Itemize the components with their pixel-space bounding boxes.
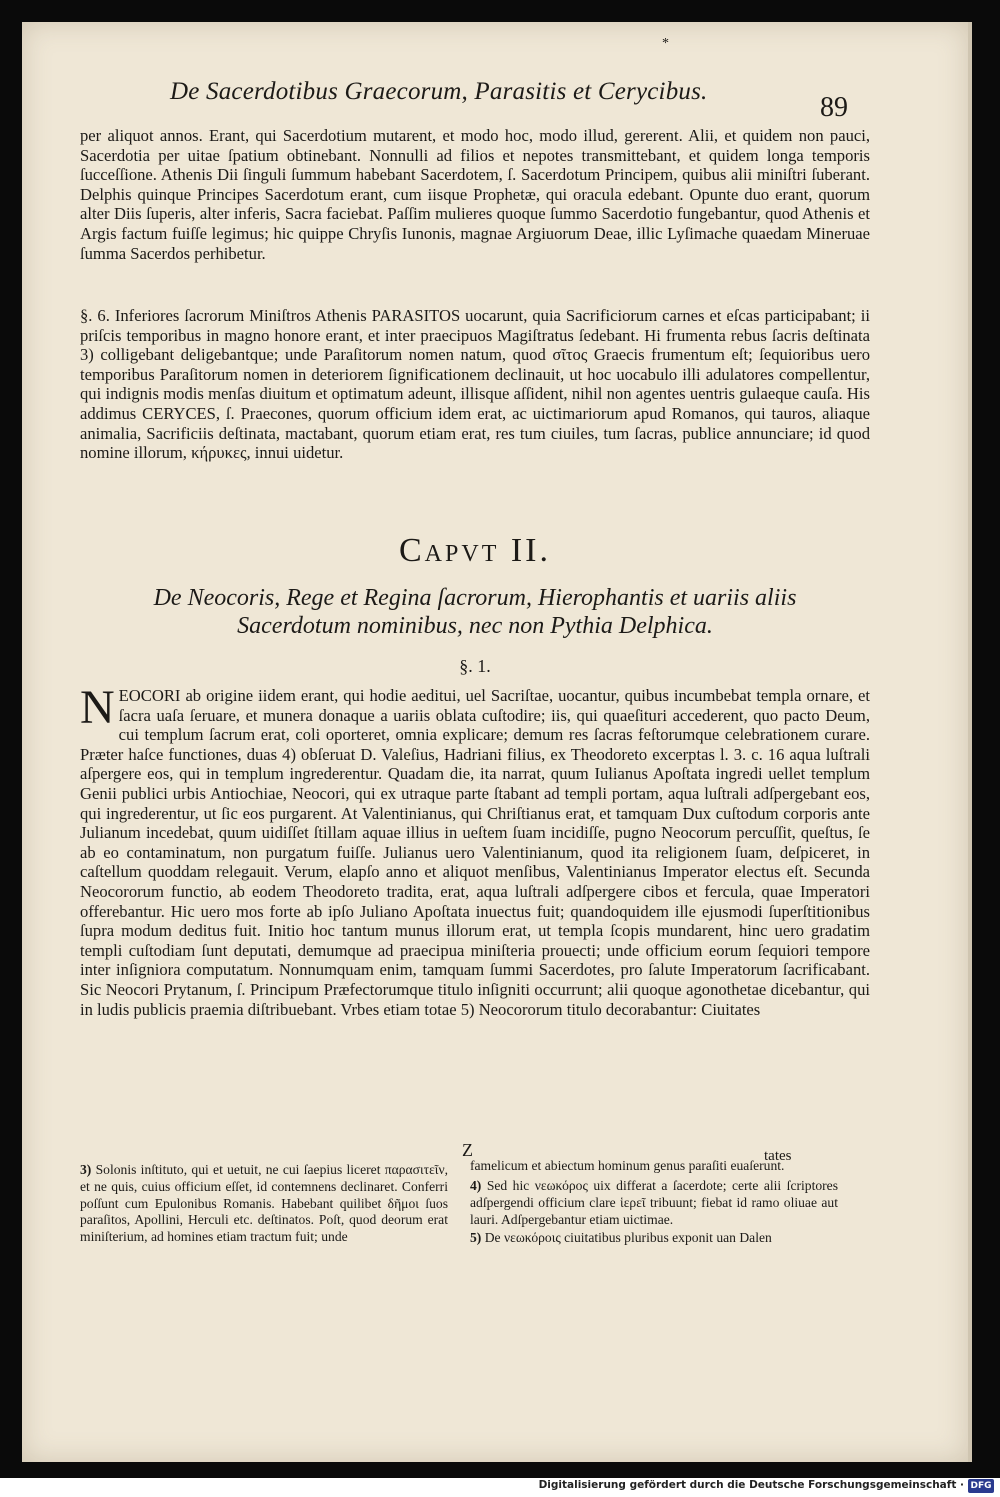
footnote-text: De νεωκόροις ciuitatibus pluribus exponit uan Dalen xyxy=(484,1230,772,1246)
signature-mark: Z xyxy=(462,1140,473,1160)
catchword: tates xyxy=(764,1148,792,1164)
chapter-subtitle-line-2: Sacerdotum nominibus, nec non Pythia Delphica. xyxy=(237,613,713,639)
footnote xyxy=(470,1178,838,1228)
chapter-subtitle xyxy=(80,584,870,640)
drop-cap: N xyxy=(80,681,115,734)
digitization-credit: Digitalisierung gefördert durch die Deutsche Forschungsgemeinschaft · xyxy=(538,1479,964,1491)
paragraph-continuation: per aliquot annos. Erant, qui Sacerdotium mutarent, et modo hoc, modo illud, gererent. Alii, et quidem non pauci, Sacerdotia per uitae ſpatium obtinebant. Nonnulli ad filios et nepotes transmittebant, et quidem longa temporis ſucceſſione. Athenis Dii ſinguli ſummum habebant Sacerdotem, ſ. Sacerdotum Principem, quibus alii miniſtri ſuberant. Delphis quinque Principes Sacerdotum erant, cum iisque Prophetæ, qui oracula edebant. Opunte duo erant, quorum alter Diis ſuperis, alter inferis, Sacra faciebat. Paſſim mulieres quoque ſummo Sacerdotio fungebantur, quod Athenis et Argis factum fuiſſe legimus; hic quippe Chryſis Iunonis, magnae Argiuorum Deae, illic Lyſimache quaedam Mineruae ſumma Sacerdos perhibetur. xyxy=(80,126,870,263)
footnote xyxy=(80,1162,448,1246)
chapter-title: Capvt II. xyxy=(399,532,551,569)
footnotes-left-column xyxy=(80,1162,448,1248)
running-head: De Sacerdotibus Graecorum, Parasitis et Cerycibus. xyxy=(170,78,708,105)
page-edge xyxy=(968,22,972,1462)
dfg-logo-icon: DFG xyxy=(968,1479,994,1493)
book-page xyxy=(22,22,968,1462)
footnote-text: Solonis inſtituto, qui et uetuit, ne cui ſaepius liceret παρασιτεῖν, et ne quis, cuius officium eſſet, id contemnens declinaret. Conferri poſſunt cum Epulonibus Romanis. Habebant quilibet δῆμοι ſuos paraſitos, Apollini, Herculi etc. deſtinatos. Poſt, quod deorum erat miniſterium, ad homines etiam tractum fuit; unde xyxy=(80,1162,448,1245)
paragraph-section-1-text: EOCORI ab origine iidem erant, qui hodie aeditui, uel Sacriſtae, uocantur, quibus incumbebat templa ornare, et ſacra uaſa ſeruare, et munera donaque a uariis oblata cuſtodire; iis, qui quaeſituri accederent, quo pacto Deum, cui templum ſacrum erat, coli oporteret, omnia explicare; demum res ſacras feſtorumque celebrationem curare. Præter haſce functiones, duas 4) obſeruat D. Valeſius, Hadriani filius, ex Theodoreto excerptas l. 3. c. 16 aqua luſtrali aſpergere eos, qui in templum ingrederentur. Quadam die, ita narrat, quum Iulianus Apoſtata ingredi uellet templum Genii publici urbis Antiochiae, Neocori, qui ex utraque parte ſtabant ad templi portam, aqua luſtrali adſpergebant eos, qui ingrederentur, ut ſic eos purgarent. At Valentinianus, qui Chriſtianus erat, et tamquam Dux cuſtodum corporis ante Julianum incedebat, quum uidiſſet ſtillam aquae illius in ueſtem ſuam incidiſſe, pugno Neocorum percuſſit, queſtus, ſe ab eo contaminatum, non purgatum fuiſſe. Julianus uero Valentinianum, quod ita religionem ſuam, deſpiceret, in caſtellum quoddam relegauit. Verum, elapſo anno et aliquot menſibus, Valentinianus Imperator electus eſt. Secunda Neocororum functio, ab eodem Theodoreto tradita, erat, aqua luſtrali adſpergere cibos et fercula, quae Imperatori offerebantur. Hic uero mos forte ab ipſo Juliano Apoſtata inuectus fuit; quandoquidem ille ejusmodi ſuperſtitionibus ſupra modum deditus fuit. Initio hoc tantum munus illorum erat, ut templa ſcopis mundarent, hinc uero gradatim templi cuſtodiam ſunt deputati, demumque ad praecipua miniſteria prouecti; unde officium eorum ſequiori tempore inter inſigniora computatum. Nonnumquam enim, tamquam ſummi Sacerdotes, pro ſalute Imperatorum ſacrificabant. Sic Neocori Prytanum, ſ. Principum Præfectorumque titulo inſigniti occurrunt; alii quoque agonothetae dicebantur, qui in ludis publicis praemia diſtribuebant. Vrbes etiam totae 5) Neocororum titulo decorabantur: Ciuitates xyxy=(80,686,870,1019)
top-mark: * xyxy=(662,36,669,51)
footnote-mark: 4) xyxy=(470,1178,482,1193)
footnotes-right-column xyxy=(470,1178,838,1249)
footnote-mark: 3) xyxy=(80,1162,92,1177)
paragraph-section-1 xyxy=(80,681,870,1019)
footnote xyxy=(470,1230,838,1247)
chapter-subtitle-line-1: De Neocoris, Rege et Regina ſacrorum, Hierophantis et uariis aliis xyxy=(153,585,797,611)
footnote-text: Sed hic νεωκόρος uix differat a ſacerdote; certe alii ſcriptores adſpergendi officium clare ἱερεῖ tribuunt; fiebat id ramo oliuae aut lauri. Adſpergebantur etiam uictimae. xyxy=(470,1178,839,1227)
page-number: 89 xyxy=(820,92,848,123)
footnote-continuation: famelicum et abiectum hominum genus paraſiti euaſerunt. xyxy=(470,1158,785,1173)
paragraph-section-6: §. 6. Inferiores ſacrorum Miniſtros Athenis PARASITOS uocarunt, quia Sacrificiorum carnes et eſcas participabant; ii priſcis temporibus in magno honore erant, et inter praecipuos Magiſtratus ſedebant. Hi frumenta rebus ſacris deſtinata 3) colligebant deligebantque; unde Paraſitorum nomen natum, quod σῖτος Graecis frumentum eſt; ſequioribus uero temporibus Paraſitorum nomen in deteriorem ſignificationem declinauit, ut hoc uocabulo illi adulatores compellentur, qui indignis modis menſas diuitum et optimatum adeunt, illisque aſſident, nihil non agentes uentris gulaeque cauſa. His addimus CERYCES, ſ. Praecones, quorum officium idem erat, ac uictimariorum apud Romanos, qui tauros, aliaque animalia, Sacrificiis deſtinata, mactabant, quorum etiam erat, res tum ciuiles, tum ſacras, publice annunciare; id quod nomine illorum, κήρυκες, innui uidetur. xyxy=(80,306,870,463)
section-mark: §. 1. xyxy=(459,656,491,676)
footnote-mark: 5) xyxy=(470,1230,482,1246)
